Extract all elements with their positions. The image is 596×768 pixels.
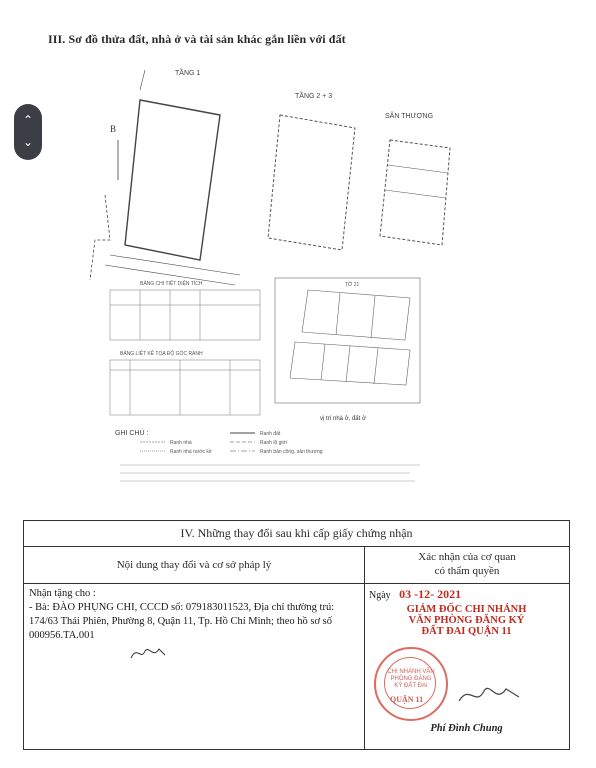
- official-title-line: VĂN PHÒNG ĐĂNG KÝ: [408, 615, 525, 626]
- content-line: - Bà: ĐÀO PHỤNG CHI, CCCD số: 079183011523, Địa chỉ thường trú:: [29, 602, 335, 613]
- content-line: 000956.TA.001: [29, 630, 95, 641]
- date-row: [369, 587, 564, 602]
- page-navigator[interactable]: [14, 104, 42, 160]
- coordinate-table: [110, 360, 260, 415]
- legend-item: Ranh đất: [260, 431, 281, 437]
- map-label: TỜ 21: [345, 282, 360, 288]
- date-prefix: Ngày: [369, 590, 391, 601]
- floor-1-plan: [90, 70, 240, 285]
- coordinate-table-title: BẢNG LIỆT KÊ TỌA ĐỘ GÓC RANH: [120, 351, 203, 357]
- authority-confirmation: [369, 587, 564, 734]
- roof-label: SÂN THƯỢNG: [385, 113, 434, 120]
- legend-item: Ranh nhà: [170, 440, 192, 446]
- signature-icon: [454, 679, 524, 709]
- confirmation-header-line: Xác nhận của cơ quan: [418, 551, 516, 563]
- confirmation-header-line: có thẩm quyền: [434, 565, 500, 577]
- floor-2-3-plan: [268, 115, 355, 250]
- chevron-up-icon[interactable]: ⌃: [22, 113, 34, 127]
- content-line: 174/63 Thái Phiên, Phường 8, Quận 11, Tp. Hồ Chí Minh; theo hồ sơ số: [29, 616, 333, 627]
- change-content: [29, 587, 359, 668]
- official-seal: [374, 647, 448, 721]
- signer-name: Phí Đình Chung: [430, 723, 503, 734]
- notes-title: GHI CHÚ :: [115, 430, 149, 437]
- seal-text: CHI NHÁNH VĂN PHÒNG ĐĂNG KÝ ĐẤT ĐAI: [387, 669, 435, 689]
- roof-plan: [380, 140, 450, 245]
- map-caption: vị trí nhà ở, đất ở: [320, 416, 366, 422]
- legend-item: Ranh lộ giới: [260, 440, 287, 446]
- notes-text-lines: [120, 465, 420, 481]
- divider: [24, 583, 569, 584]
- area-table-title: BẢNG CHI TIẾT DIỆN TÍCH: [140, 281, 203, 287]
- area-detail-table: [110, 290, 260, 340]
- floor-1-label: TẦNG 1: [175, 70, 201, 77]
- legend-item: Ranh nhà nước kề: [170, 449, 212, 455]
- column-header-content: Nội dung thay đổi và cơ sở pháp lý: [24, 547, 365, 583]
- initials-signature-icon: [129, 643, 169, 663]
- north-label: B: [110, 124, 117, 134]
- chevron-down-icon[interactable]: ⌄: [22, 135, 34, 149]
- section-3-title: III. Sơ đồ thửa đất, nhà ở và tài sản khác gắn liền với đất: [48, 32, 346, 46]
- section-4-title: IV. Những thay đổi sau khi cấp giấy chứng nhận: [24, 521, 569, 547]
- confirmation-date: 03 -12- 2021: [399, 587, 462, 601]
- official-title-line: ĐẤT ĐAI QUẬN 11: [421, 626, 512, 637]
- legend-item: Ranh bản công, sân thượng: [260, 449, 323, 455]
- official-title-line: GIÁM ĐỐC CHI NHÁNH: [406, 604, 527, 615]
- location-map: [275, 278, 420, 403]
- divider: [364, 583, 365, 749]
- land-plot-diagram: [80, 50, 500, 500]
- content-line: Nhận tặng cho :: [29, 588, 96, 599]
- changes-table: [23, 520, 570, 750]
- column-header-confirmation: [365, 547, 569, 583]
- floor-2-3-label: TẦNG 2 + 3: [295, 93, 333, 100]
- legend: [140, 431, 323, 455]
- seal-district: QUẬN 11: [390, 695, 424, 704]
